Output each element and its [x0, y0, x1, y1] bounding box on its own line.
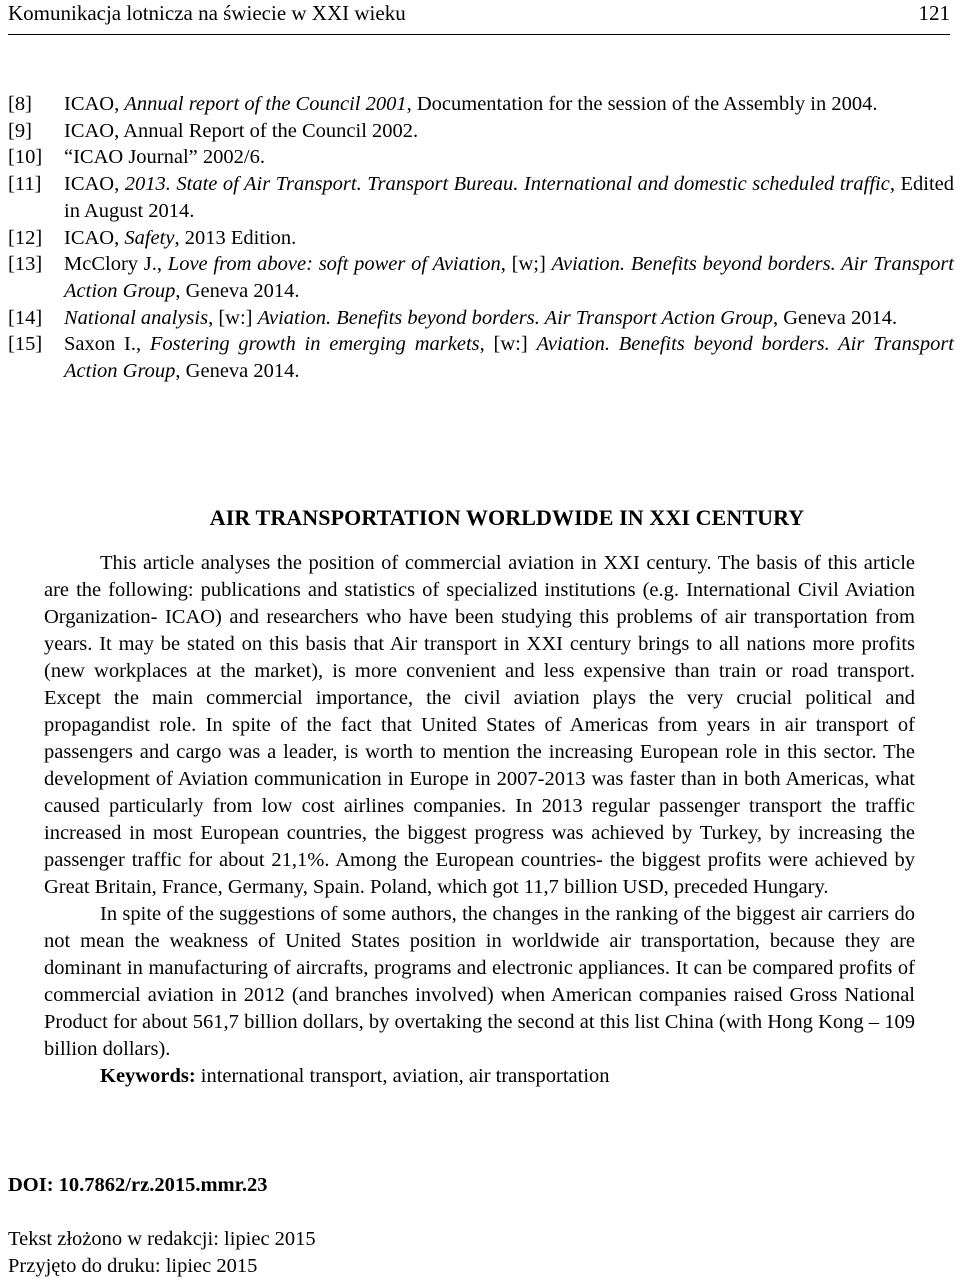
reference-number: [14]	[8, 306, 43, 329]
running-header	[8, 0, 950, 35]
reference-item	[8, 118, 954, 145]
reference-text: McClory J., Love from above: soft power of Aviation, [w;] Aviation. Benefits beyond borders. Air Transport Action Group, Geneva 2014.	[64, 253, 955, 302]
reference-text: ICAO, Annual report of the Council 2001, Documentation for the session of the Assembly in 2004.	[64, 93, 878, 115]
reference-item	[8, 171, 954, 224]
abstract-paragraph-1: This article analyses the position of commercial aviation in XXI century. The basis of this article are the following: publications and statistics of specialized institutions (e.g. International Civil Aviation Organization- ICAO) and researchers who have been studying this problems of air transportation from years. It may be stated on this basis that Air transport in XXI century brings to all nations more profits (new workplaces at the market), is more convenient and less expensive than train or road transport. Except the main commercial importance, the civil aviation plays the very crucial political and propagandist role. In spite of the fact that United States of Americas from years in air transport of passengers and cargo was a leader, is worth to mention the increasing European role in this sector. The development of Aviation communication in Europe in 2007-2013 was faster than in both Americas, what caused particularly from low cost airlines companies. In 2013 regular passenger transport the traffic increased in most European countries, the biggest progress was achieved by Turkey, by increasing the passenger traffic for about 21,1%. Among the European countries- the biggest profits were achieved by Great Britain, France, Germany, Spain. Poland, which got 11,7 billion USD, preceded Hungary.	[44, 552, 915, 898]
reference-item	[8, 91, 954, 118]
editorial-notes	[8, 1226, 316, 1280]
running-title: Komunikacja lotnicza na świecie w XXI wieku	[8, 1, 406, 25]
reference-text: Saxon I., Fostering growth in emerging markets, [w:] Aviation. Benefits beyond borders. Air Transport Action Group, Geneva 2014.	[64, 333, 954, 383]
reference-text: ICAO, 2013. State of Air Transport. Transport Bureau. International and domestic scheduled traffic, Edited in August 2014.	[64, 173, 954, 222]
reference-item	[8, 331, 954, 384]
doi: DOI: 10.7862/rz.2015.mmr.23	[8, 1174, 268, 1196]
submitted-note: Tekst złożono w redakcji: lipiec 2015	[8, 1228, 316, 1250]
reference-item	[8, 305, 954, 332]
reference-text: ICAO, Safety, 2013 Edition.	[64, 226, 297, 249]
reference-number: [9]	[8, 119, 32, 142]
reference-number: [10]	[8, 146, 43, 169]
keywords-text: international transport, aviation, air transportation	[195, 1065, 610, 1087]
reference-number: [12]	[8, 226, 43, 249]
reference-number: [8]	[8, 93, 32, 115]
reference-item	[8, 225, 954, 252]
page-number: 121	[918, 1, 950, 25]
reference-text: ICAO, Annual Report of the Council 2002.	[64, 119, 419, 142]
abstract-paragraph-2: In spite of the suggestions of some authors, the changes in the ranking of the biggest air carriers do not mean the weakness of United States position in worldwide air transportation, because they are dominant in manufacturing of aircrafts, programs and electronic appliances. It can be compared profits of commercial aviation in 2012 (and branches involved) when American companies raised Gross National Product for about 561,7 billion dollars, by overtaking the second at this list China (with Hong Kong – 109 billion dollars).	[44, 903, 915, 1060]
reference-number: [13]	[8, 253, 43, 276]
keywords-label: Keywords:	[100, 1065, 196, 1087]
reference-item	[8, 144, 954, 171]
keywords-line	[44, 1063, 915, 1090]
reference-number: [15]	[8, 333, 43, 356]
reference-list	[8, 91, 954, 385]
reference-text: “ICAO Journal” 2002/6.	[64, 146, 265, 169]
reference-number: [11]	[8, 173, 42, 196]
article-title: AIR TRANSPORTATION WORLDWIDE IN XXI CENTURY	[209, 505, 805, 530]
reference-item	[8, 251, 954, 304]
accepted-note: Przyjęto do druku: lipiec 2015	[8, 1255, 258, 1277]
reference-text: National analysis, [w:] Aviation. Benefits beyond borders. Air Transport Action Group, Geneva 2014.	[64, 306, 898, 329]
abstract	[44, 550, 915, 1090]
